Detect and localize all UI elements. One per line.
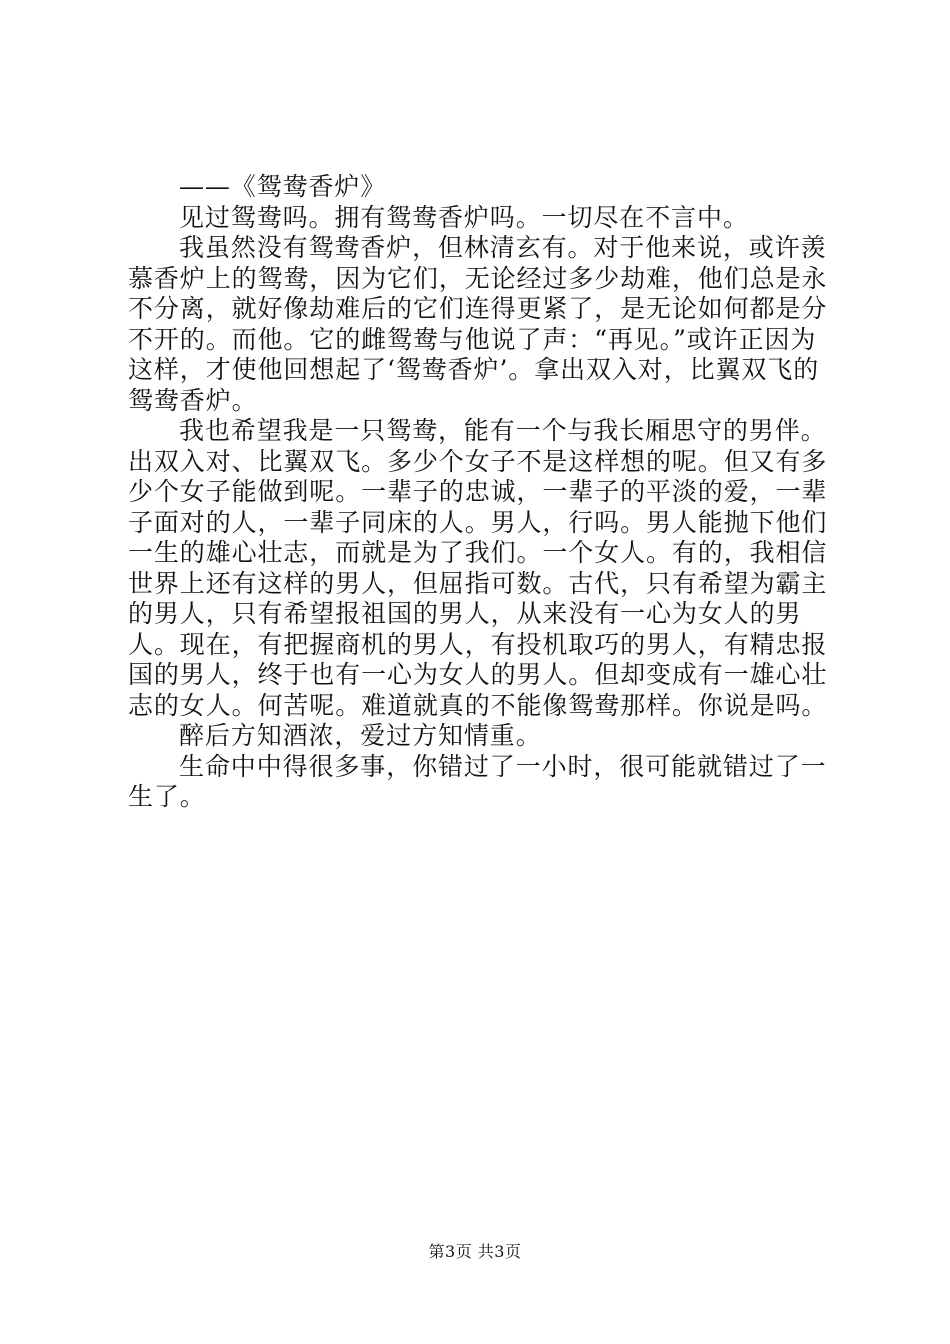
paragraph: 我虽然没有鸳鸯香炉，但林清玄有。对于他来说，或许羡慕香炉上的鸳鸯，因为它们，无论经过多少劫难，他们总是永不分离，就好像劫难后的它们连得更紧了，是无论如何都是分不开的。而他。它的雌鸳鸯与他说了声：“再见。”或许正因为这样，才使他回想起了‘鸳鸯香炉’。拿出双入对，比翼双飞的鸳鸯香炉。 — [128, 233, 828, 415]
paragraph: 我也希望我是一只鸳鸯，能有一个与我长厢思守的男伴。出双入对、比翼双飞。多少个女子不是这样想的呢。但又有多少个女子能做到呢。一辈子的忠诚，一辈子的平淡的爱，一辈子面对的人，一辈子同床的人。男人，行吗。男人能抛下他们一生的雄心壮志，而就是为了我们。一个女人。有的，我相信世界上还有这样的男人，但屈指可数。古代，只有希望为霸主的男人，只有希望报祖国的男人，从来没有一心为女人的男人。现在，有把握商机的男人，有投机取巧的男人，有精忠报国的男人，终于也有一心为女人的男人。但却变成有一雄心壮志的女人。何苦呢。难道就真的不能像鸳鸯那样。你说是吗。 — [128, 416, 828, 720]
paragraph: 见过鸳鸯吗。拥有鸳鸯香炉吗。一切尽在不言中。 — [179, 202, 749, 232]
quote-title: ——《鸳鸯香炉》 — [179, 172, 387, 201]
page-footer: 第3页 共3页 — [428, 1242, 522, 1261]
document-body — [128, 172, 840, 813]
paragraph: 醉后方知酒浓，爱过方知情重。 — [179, 721, 542, 750]
paragraph: 生命中中得很多事，你错过了一小时，很可能就错过了一生了。 — [128, 751, 827, 811]
